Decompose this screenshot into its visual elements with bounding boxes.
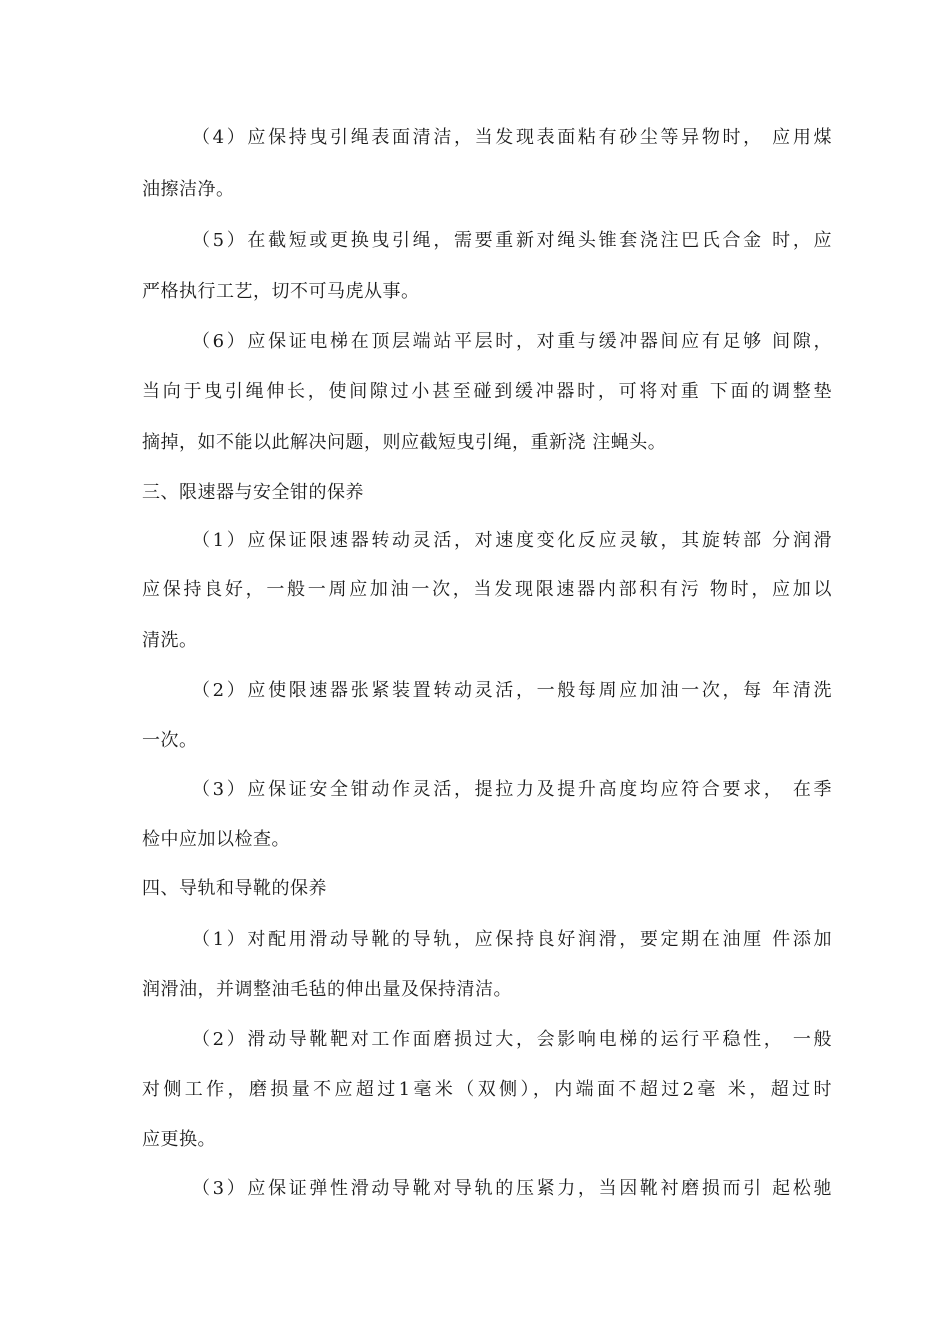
paragraph-6-line-1: （6）应保证电梯在顶层端站平层时，对重与缓冲器间应有足够 间隙，: [192, 331, 832, 352]
section-4-item-2-line-1: （2）滑动导靴靶对工作面磨损过大，会影响电梯的运行平稳性， 一般: [192, 1029, 832, 1050]
paragraph-6-line-2: 当向于曳引绳伸长，使间隙过小甚至碰到缓冲器时，可将对重 下面的调整垫: [142, 381, 832, 402]
section-3-heading: 三、限速器与安全钳的保养: [142, 482, 364, 503]
section-4-heading: 四、导轨和导靴的保养: [142, 878, 327, 899]
section-3-item-2-line-1: （2）应使限速器张紧装置转动灵活，一般每周应加油一次，每 年清洗: [192, 680, 832, 701]
paragraph-4-line-2: 油擦洁净。: [142, 179, 235, 200]
section-4-item-2-line-3: 应更换。: [142, 1129, 216, 1150]
section-4-item-1-line-2: 润滑油，并调整油毛毡的伸出量及保持清洁。: [142, 979, 512, 1000]
paragraph-6-line-3: 摘掉，如不能以此解决问题，则应截短曳引绳，重新浇 注蝇头。: [142, 432, 667, 453]
section-3-item-1-line-2: 应保持良好，一般一周应加油一次，当发现限速器内部积有污 物时，应加以: [142, 579, 832, 600]
section-3-item-3-line-2: 检中应加以检查。: [142, 829, 290, 850]
paragraph-5-line-2: 严格执行工艺，切不可马虎从事。: [142, 281, 420, 302]
section-4-item-1-line-1: （1）对配用滑动导靴的导轨，应保持良好润滑，要定期在油厘 件添加: [192, 929, 832, 950]
section-3-item-2-line-2: 一次。: [142, 730, 198, 751]
section-4-item-3-line-1: （3）应保证弹性滑动导靴对导轨的压紧力，当因靴衬磨损而引 起松驰: [192, 1178, 832, 1199]
paragraph-5-line-1: （5）在截短或更换曳引绳，需要重新对绳头锥套浇注巴氏合金 时，应: [192, 230, 832, 251]
section-3-item-1-line-1: （1）应保证限速器转动灵活，对速度变化反应灵敏，其旋转部 分润滑: [192, 530, 832, 551]
section-4-item-2-line-2: 对侧工作，磨损量不应超过1毫米（双侧），内端面不超过2毫 米，超过时: [142, 1079, 832, 1100]
section-3-item-3-line-1: （3）应保证安全钳动作灵活，提拉力及提升高度均应符合要求， 在季: [192, 779, 832, 800]
section-3-item-1-line-3: 清洗。: [142, 630, 198, 651]
paragraph-4-line-1: （4）应保持曳引绳表面清洁，当发现表面粘有砂尘等异物时， 应用煤: [192, 127, 832, 148]
